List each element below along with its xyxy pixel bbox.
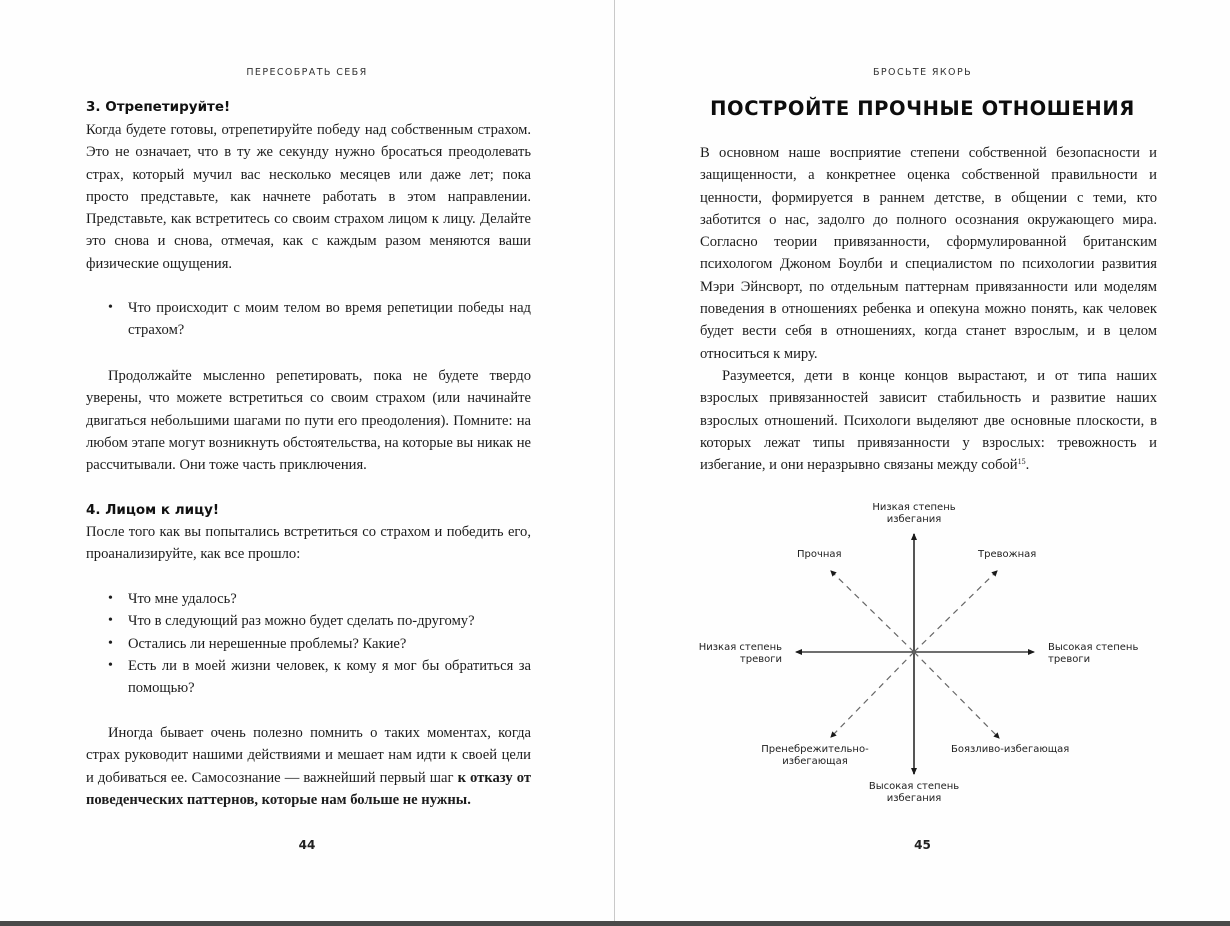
label-line: Низкая степень [698,642,782,653]
label-line: Высокая степень [1048,642,1139,653]
section-4-conclusion [86,722,531,811]
section-3-question-list [86,297,531,342]
question-item: • Что в следующий раз можно будет сделать по-другому? [86,610,531,632]
axis-label-low-avoidance [864,502,964,526]
section-3-paragraph-2: Продолжайте мысленно репетировать, пока не будете твердо уверены, что можете встретиться со своим страхом (или начинайте двигаться небольшими шагами по пути его преодоления). Помните: на любом этапе могут возникнуть обстоятельства, на которые вы никак не рассчитывали. Они тоже часть приключения. [86,368,531,474]
bottom-edge-strip [0,921,1230,926]
section-4-paragraph: После того как вы попытались встретиться со страхом и победить его, проанализируйте, как все прошло: [86,524,531,563]
label-line: тревоги [1048,654,1091,665]
label-line: тревоги [739,654,782,665]
right-paragraph-1: В основном наше восприятие степени собственной безопасности и защищенности, а конкретнее оценка собственной правильности и ценности, формируется в раннем детстве, в общении с теми, кто заботится о нас, задолго до полного осознания окружающего мира. Согласно теории привязанности, сформулированной британским психологом Джоном Боулби и специалистом по психологии развития Мэри Эйнсворт, по отдельным паттернам привязанности или моделям поведения в отношениях ребенка и опекуна можно понять, как человек будет вести себя в отношениях, когда станет взрослым, и в целом относиться к миру. [700,145,1157,362]
quadrant-label-anxious: Тревожная [978,549,1037,560]
section-3-paragraph: Когда будете готовы, отрепетируйте победу над собственным страхом. Это не означает, что в ту же секунду нужно бросаться преодолевать страх, который мучил вас несколько месяцев или даже лет; пока просто представьте, как начнете работать в этом направлении. Представьте, как встретитесь со своим страхом лицом к лицу. Делайте это снова и снова, отмечая, как с каждым разом меняются ваши физические ощущения. [86,122,531,272]
page-gutter-divider [614,0,615,922]
question-item: • Что мне удалось? [86,588,531,610]
running-head-left: ПЕРЕСОБРАТЬ СЕБЯ [246,67,368,78]
page-number-right: 45 [914,838,931,852]
page-number-left: 44 [298,838,316,852]
label-line: Высокая степень [868,781,960,792]
label-line: Пренебрежительно- [761,744,869,755]
sentence-end: . [1025,457,1030,474]
quadrant-label-fearful-avoidant: Боязливо-избегающая [951,744,1070,755]
label-line: избегания [886,793,942,804]
axis-label-high-avoidance [859,781,969,805]
conclusion-text: Иногда бывает очень полезно помнить о таких моментах, когда страх руководит нашими действиями и мешает нам идти к своей цели и добиваться ее. Самосознание — важнейший первый шаг [86,725,531,786]
section-4-body [86,521,531,566]
label-line: Низкая степень [872,502,956,513]
axis-label-high-anxiety [1048,642,1138,666]
chapter-title: ПОСТРОЙТЕ ПРОЧНЫЕ ОТНОШЕНИЯ [710,97,1135,120]
left-page [0,0,614,920]
quadrant-label-dismissive-avoidant [755,744,875,768]
section-heading-3: 3. Отрепетируйте! [86,99,231,115]
quadrant-label-secure: Прочная [797,549,842,560]
label-line: избегания [886,514,942,525]
label-line: избегающая [782,756,848,767]
conclusion-emphasis: к отказу от поведенческих паттернов, которые нам больше не нужны. [86,769,531,808]
footnote-ref[interactable]: 15 [1017,457,1026,467]
section-heading-4: 4. Лицом к лицу! [86,502,220,518]
question-item: • Что происходит с моим телом во время репетиции победы над страхом? [86,297,531,342]
question-item: • Остались ли нерешенные проблемы? Какие? [86,633,531,655]
question-item: • Есть ли в моей жизни человек, к кому я мог бы обратиться за помощью? [86,655,531,700]
right-page [615,0,1230,920]
axis-label-low-anxiety [685,642,782,666]
section-3-continuation [86,365,531,476]
right-body [700,142,1157,476]
section-4-question-list [86,588,531,699]
running-head-right: БРОСЬТЕ ЯКОРЬ [873,67,972,78]
right-paragraph-2: Разумеется, дети в конце концов вырастают, и от типа наших взрослых привязанностей зависит стабильность и развитие наших взрослых отношений. Психологи выделяют две основные плоскости, в которых лежат типы привязанности у взрослых: тревожность и избегание, и они неразрывно связаны между собой [700,367,1157,474]
section-3-body [86,119,531,275]
